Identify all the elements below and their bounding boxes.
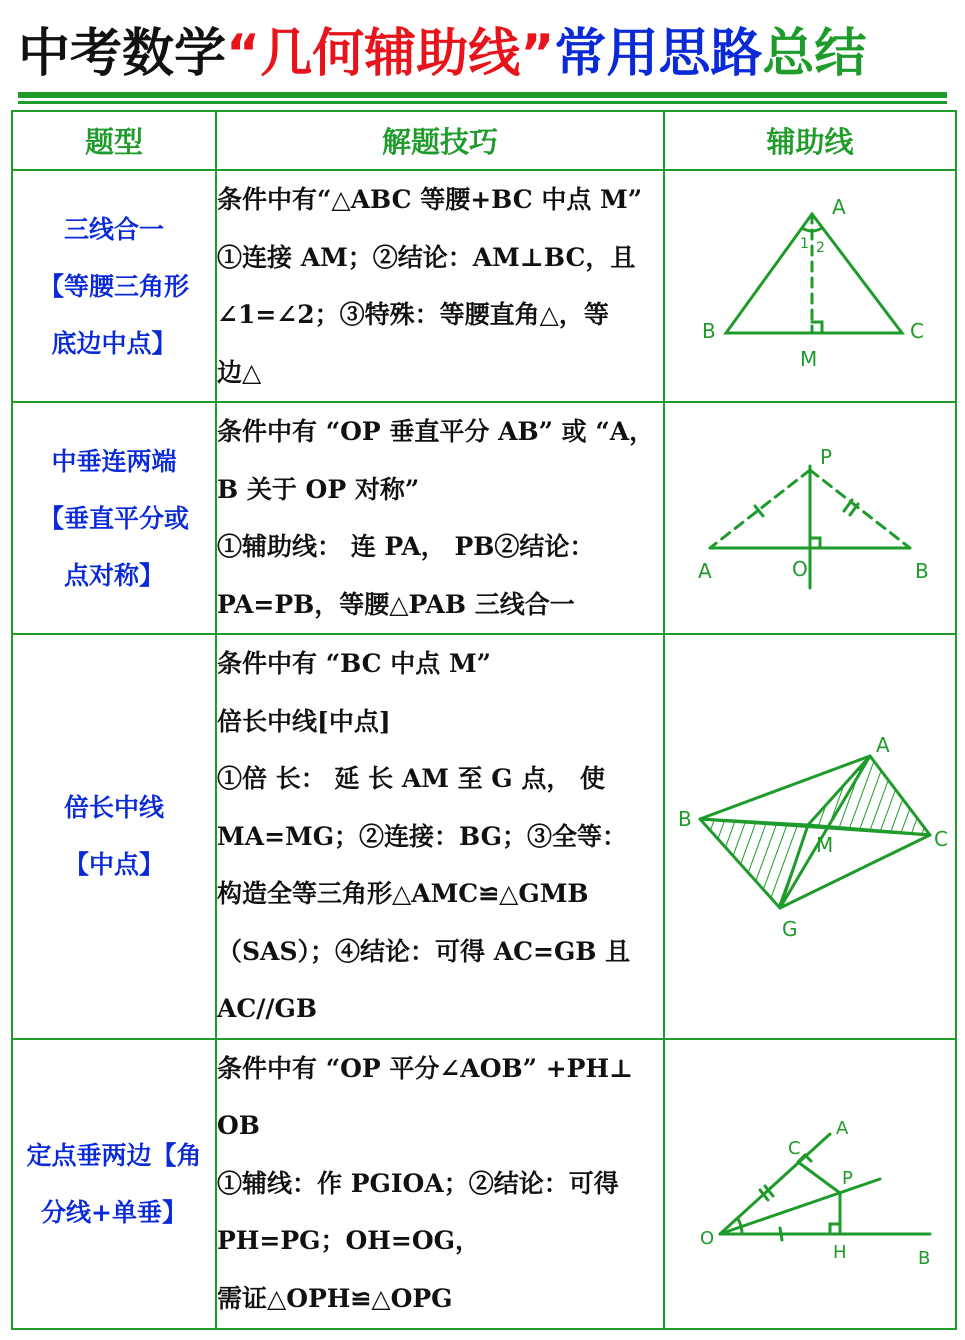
tick-pb-1 xyxy=(844,500,852,511)
tip-line: PH=PG；OH=OG， xyxy=(217,1226,480,1256)
title-part-3: 常用思路 xyxy=(554,24,763,84)
label-angle-2: 2 xyxy=(816,240,825,256)
tick-oh xyxy=(780,1228,782,1240)
figure-cell xyxy=(664,170,956,402)
type-line: 定点垂两边【角 xyxy=(26,1140,202,1170)
type-line: 分线+单垂】 xyxy=(41,1197,187,1227)
tip-line: 需证△OPH≌△OPG xyxy=(217,1283,453,1313)
type-cell xyxy=(12,402,216,634)
label-b: B xyxy=(915,559,929,583)
tip-line: 倍长中线[中点] xyxy=(217,706,391,736)
header-type: 题型 xyxy=(12,111,216,170)
type-line: 三线合一 xyxy=(63,214,164,244)
tip-line: （SAS）；④结论：可得 AC=GB 且 xyxy=(217,936,631,966)
tip-cell xyxy=(216,634,664,1039)
triangle-gmb-hatched xyxy=(700,819,808,908)
type-line: 点对称】 xyxy=(63,560,164,590)
angle-bisector-figure xyxy=(670,1084,950,1284)
label-b: B xyxy=(702,319,716,343)
label-g: G xyxy=(782,917,798,942)
title-underline-thin xyxy=(18,101,947,104)
tip-cell xyxy=(216,170,664,402)
label-a: A xyxy=(698,559,712,583)
tip-line: ①辅线：作 PGIOA；②结论：可得 xyxy=(217,1168,619,1198)
table-row xyxy=(12,402,956,634)
figure-cell xyxy=(664,634,956,1039)
tip-line: ①倍 长： 延 长 AM 至 G 点， 使 xyxy=(217,764,606,793)
figure-cell xyxy=(664,1039,956,1329)
title-underline-thick xyxy=(18,92,947,98)
type-line: 中垂连两端 xyxy=(51,446,177,476)
tip-line: ①辅助线： 连 PA， PB②结论： xyxy=(217,532,595,561)
tip-line: 条件中有“△ABC 等腰+BC 中点 M” xyxy=(217,185,643,214)
title-part-1: 中考数学 xyxy=(18,24,227,84)
table-row xyxy=(12,170,956,402)
label-c: C xyxy=(788,1137,801,1159)
tip-cell xyxy=(216,402,664,634)
tip-line: 边△ xyxy=(217,357,262,387)
label-p: P xyxy=(820,445,833,469)
type-cell xyxy=(12,170,216,402)
figure-cell xyxy=(664,402,956,634)
header-tips: 解题技巧 xyxy=(216,111,664,170)
table-header-row xyxy=(12,111,956,170)
header-aux-line: 辅助线 xyxy=(664,111,956,170)
label-a: A xyxy=(876,733,890,758)
type-line: 【中点】 xyxy=(63,850,164,880)
tip-line: PA=PB，等腰△PAB 三线合一 xyxy=(217,589,575,619)
label-a: A xyxy=(832,195,846,219)
label-angle-1: 1 xyxy=(800,236,809,252)
label-a: A xyxy=(836,1117,849,1139)
angle-arc xyxy=(802,228,822,231)
isosceles-triangle-figure xyxy=(670,176,950,396)
tip-line: OB xyxy=(217,1111,260,1141)
label-m: M xyxy=(816,833,834,858)
label-b: B xyxy=(918,1247,931,1269)
double-median-figure xyxy=(670,706,950,966)
label-o: O xyxy=(792,557,808,581)
tip-line: 条件中有 “OP 平分∠AOB” +PH⊥ xyxy=(217,1053,634,1083)
table-row xyxy=(12,634,956,1039)
label-c: C xyxy=(910,319,924,343)
table-row xyxy=(12,1039,956,1329)
tip-cell xyxy=(216,1039,664,1329)
type-line: 【垂直平分或 xyxy=(38,503,189,533)
title-part-2: “几何辅助线” xyxy=(226,24,555,84)
label-p: P xyxy=(842,1167,853,1189)
type-cell xyxy=(12,1039,216,1329)
tip-line: ①连接 AM；②结论：AM⊥BC，且 xyxy=(217,242,636,272)
tip-line: ∠1=∠2；③特殊：等腰直角△，等 xyxy=(217,300,609,329)
title-part-4: 总结 xyxy=(762,24,867,84)
tip-line: AC//GB xyxy=(217,994,318,1023)
tip-line: 条件中有 “BC 中点 M” xyxy=(217,649,492,678)
dashed-pb xyxy=(810,470,910,548)
label-o: O xyxy=(700,1227,715,1249)
ray-op xyxy=(720,1179,880,1234)
label-b: B xyxy=(678,807,692,832)
segment-pg xyxy=(798,1162,840,1193)
summary-table xyxy=(11,110,957,1330)
tip-line: B 关于 OP 对称” xyxy=(217,474,420,504)
dashed-pa xyxy=(710,470,810,548)
type-line: 底边中点】 xyxy=(51,328,177,358)
type-line: 【等腰三角形 xyxy=(38,271,189,301)
triangle-amc-hatched xyxy=(808,756,930,835)
type-cell xyxy=(12,634,216,1039)
page-title xyxy=(18,18,953,90)
perpendicular-bisector-figure xyxy=(670,408,950,628)
tip-line: MA=MG；②连接：BG；③全等： xyxy=(217,821,627,851)
label-h: H xyxy=(833,1241,847,1263)
label-c: C xyxy=(934,827,948,852)
label-m: M xyxy=(800,347,818,371)
type-line: 倍长中线 xyxy=(63,793,164,823)
tip-line: 条件中有 “OP 垂直平分 AB” 或 “A， xyxy=(217,417,655,446)
tip-line: 构造全等三角形△AMC≌△GMB xyxy=(217,879,589,908)
